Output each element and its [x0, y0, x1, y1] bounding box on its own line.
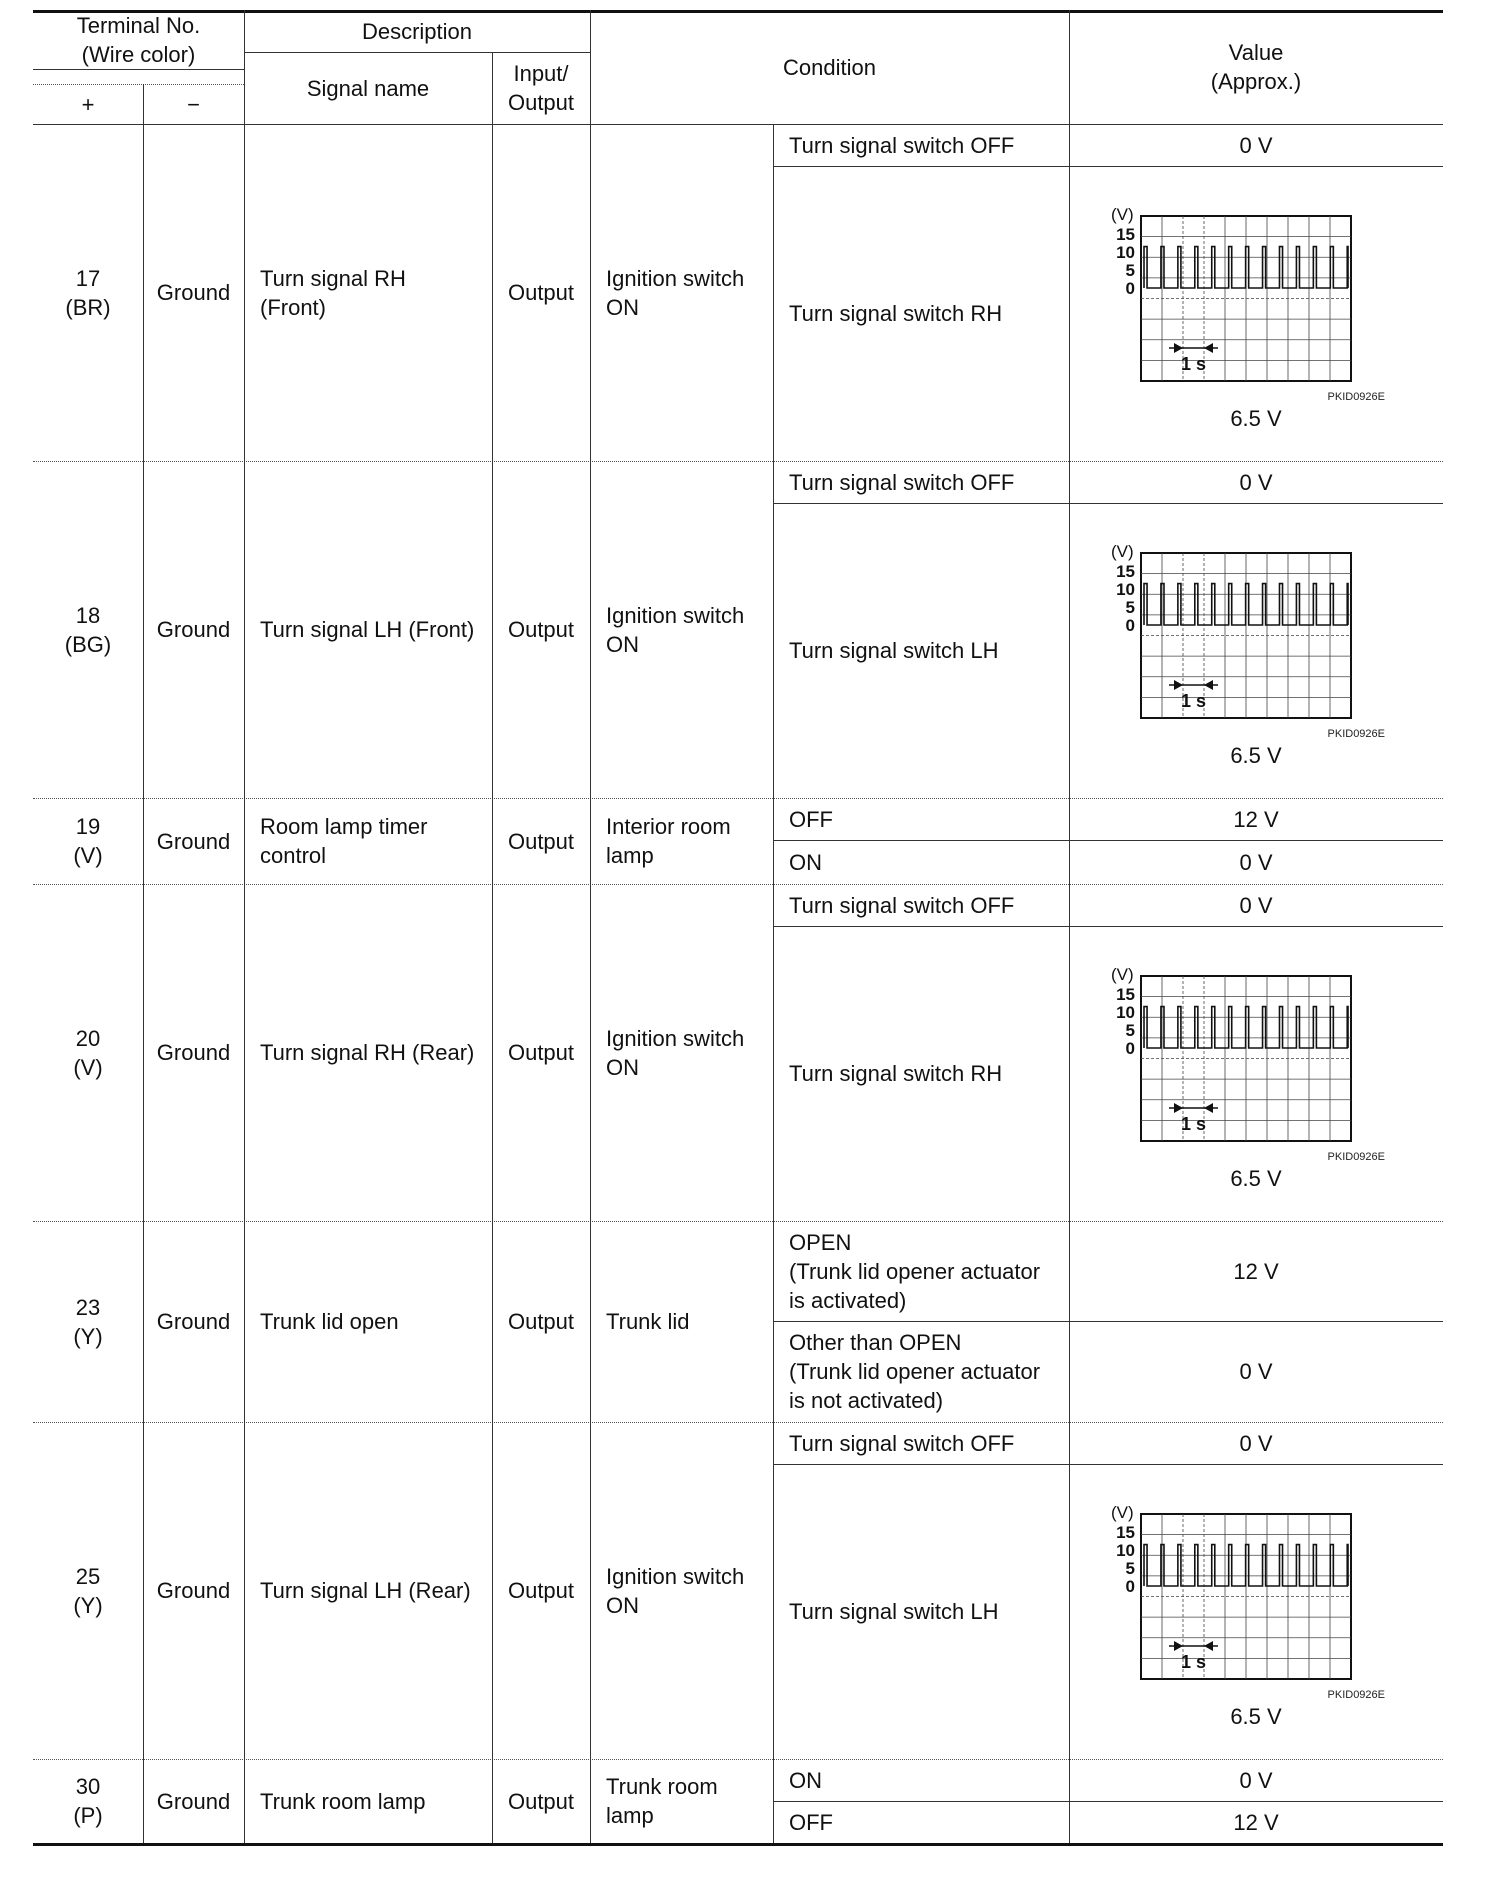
waveform-trace [1144, 1545, 1348, 1586]
header-terminal-text: Terminal No. (Wire color) [76, 12, 201, 67]
terminal-ground [143, 124, 244, 461]
condition-sub-text: Turn signal switch RH [789, 301, 1003, 326]
terminal-ground [143, 1221, 244, 1422]
terminal-no-text: 20 (V) [73, 1025, 103, 1080]
value-text: 12 V [1233, 806, 1279, 832]
condition-main-text: Ignition switch ON [606, 1025, 745, 1080]
time-marker-label: 1 s [1180, 691, 1207, 711]
condition-sub [773, 1801, 1069, 1843]
waveform-value-text: 6.5 V [1230, 1166, 1282, 1191]
terminal-ground-text: Ground [156, 828, 231, 854]
value [1069, 840, 1443, 884]
condition-sub [773, 1464, 1069, 1759]
condition-main-text: Ignition switch ON [606, 1563, 745, 1618]
header-io [492, 52, 590, 124]
condition-sub [773, 1422, 1069, 1464]
sub-row-divider [773, 1801, 1443, 1802]
sub-row-divider [773, 1321, 1443, 1322]
condition-sub-text: Turn signal switch OFF [789, 132, 1015, 158]
turn-signal-waveform [1091, 1504, 1391, 1700]
waveform-y-tick: 15 [1116, 225, 1135, 244]
condition-main-text: Ignition switch ON [606, 265, 745, 320]
condition-main [590, 884, 773, 1221]
condition-sub [773, 461, 1069, 503]
input-output-text: Output [507, 1788, 575, 1814]
terminal-no [33, 1759, 143, 1843]
waveform-y-tick: 0 [1125, 616, 1135, 635]
condition-main-text: Interior room lamp [606, 814, 731, 868]
condition-sub-text: Turn signal switch OFF [789, 1430, 1015, 1456]
waveform-value-cell [1069, 1464, 1443, 1759]
terminal-no-text: 19 (V) [73, 814, 103, 868]
waveform-value-cell [1069, 503, 1443, 798]
waveform-value-cell [1069, 166, 1443, 461]
waveform-y-tick: 10 [1116, 1003, 1135, 1022]
column-divider [244, 10, 245, 1843]
condition-sub-text: Turn signal switch LH [789, 638, 999, 663]
waveform-value-cell [1069, 926, 1443, 1221]
value-text: 0 V [1239, 892, 1273, 918]
condition-sub-text: Turn signal switch OFF [789, 892, 1015, 918]
input-output [492, 461, 590, 798]
waveform-unit-label: (V) [1111, 966, 1134, 984]
sub-row-divider [773, 503, 1443, 504]
header-minus [143, 84, 244, 124]
value-text: 12 V [1233, 1258, 1279, 1284]
condition-main [590, 1221, 773, 1422]
header-io-text: Input/ Output [507, 61, 575, 115]
waveform-y-tick: 5 [1125, 1559, 1135, 1578]
input-output-text: Output [507, 280, 575, 305]
waveform-y-tick: 10 [1116, 1541, 1135, 1560]
figure-code: PKID0926E [1327, 728, 1385, 739]
column-divider [492, 52, 493, 1843]
sub-row-divider [773, 166, 1443, 167]
waveform-trace [1144, 1007, 1348, 1048]
input-output-text: Output [507, 1578, 575, 1603]
value [1069, 124, 1443, 166]
condition-sub [773, 1221, 1069, 1321]
time-marker-arrow-right [1204, 343, 1213, 353]
time-marker-label: 1 s [1180, 1652, 1207, 1672]
input-output-text: Output [507, 1309, 575, 1334]
waveform-unit-label: (V) [1111, 1504, 1134, 1522]
time-marker-label: 1 s [1180, 354, 1207, 374]
signal-name [244, 124, 492, 461]
column-divider [143, 84, 144, 1843]
input-output-text: Output [507, 828, 575, 854]
condition-sub [773, 1321, 1069, 1422]
input-output-text: Output [507, 617, 575, 642]
turn-signal-waveform [1091, 966, 1391, 1162]
condition-sub [773, 1759, 1069, 1801]
sub-row-divider [773, 840, 1443, 841]
terminal-ground [143, 1759, 244, 1843]
waveform-y-tick: 15 [1116, 985, 1135, 1004]
time-marker-arrow-right [1204, 1103, 1213, 1113]
waveform-unit-label: (V) [1111, 543, 1134, 561]
header-terminal [33, 10, 244, 69]
header-rule [33, 84, 244, 85]
condition-sub [773, 503, 1069, 798]
condition-sub-text: ON [789, 1767, 822, 1793]
header-rule [33, 69, 244, 70]
value [1069, 1759, 1443, 1801]
waveform-trace [1144, 584, 1348, 625]
terminal-no-text: 23 (Y) [73, 1294, 103, 1349]
condition-sub [773, 798, 1069, 840]
value-text: 0 V [1239, 849, 1273, 875]
condition-sub-text: Other than OPEN (Trunk lid opener actuator is not activated) [789, 1330, 1041, 1413]
input-output [492, 1759, 590, 1843]
terminal-ground-text: Ground [156, 1309, 231, 1334]
table-bottom-rule [33, 1843, 1443, 1846]
header-value [1069, 10, 1443, 124]
header-value-text: Value (Approx.) [1210, 40, 1302, 94]
terminal-no [33, 798, 143, 884]
condition-sub-text: OPEN (Trunk lid opener actuator is activated) [789, 1229, 1041, 1313]
terminal-no-text: 18 (BG) [64, 602, 112, 657]
header-condition-text: Condition [783, 54, 876, 80]
waveform-y-tick: 5 [1125, 1021, 1135, 1040]
terminal-no-text: 17 (BR) [65, 265, 111, 320]
terminal-ground-text: Ground [156, 617, 231, 642]
sub-row-divider [773, 1464, 1443, 1465]
input-output [492, 124, 590, 461]
time-marker-arrow-left [1174, 1641, 1183, 1651]
terminal-ground-text: Ground [156, 1788, 231, 1814]
terminal-no-text: 25 (Y) [73, 1563, 103, 1618]
signal-name [244, 1221, 492, 1422]
header-signal-name-text: Signal name [306, 75, 430, 101]
terminal-ground [143, 798, 244, 884]
time-marker-arrow-right [1204, 680, 1213, 690]
turn-signal-waveform [1091, 206, 1391, 402]
signal-name-text: Turn signal LH (Front) [260, 617, 475, 642]
signal-name [244, 884, 492, 1221]
condition-main [590, 124, 773, 461]
waveform-trace [1144, 247, 1348, 288]
condition-sub-text: OFF [789, 806, 833, 832]
value-text: 0 V [1239, 469, 1273, 495]
condition-sub [773, 884, 1069, 926]
terminal-no [33, 461, 143, 798]
value [1069, 1801, 1443, 1843]
value-text: 0 V [1239, 132, 1273, 158]
column-divider [1069, 10, 1070, 1843]
column-divider [773, 124, 774, 1843]
waveform-y-tick: 15 [1116, 1523, 1135, 1542]
terminal-ground-text: Ground [156, 1578, 231, 1603]
waveform-y-tick: 15 [1116, 562, 1135, 581]
signal-name-text: Trunk lid open [260, 1309, 399, 1334]
signal-name-text: Turn signal RH (Front) [260, 265, 406, 320]
header-signal-name [244, 52, 492, 124]
waveform-value-text: 6.5 V [1230, 1704, 1282, 1729]
signal-name [244, 798, 492, 884]
time-marker-arrow-left [1174, 1103, 1183, 1113]
header-description-text: Description [361, 18, 473, 44]
value-text: 0 V [1239, 1359, 1273, 1384]
signal-name [244, 461, 492, 798]
terminal-no [33, 1422, 143, 1759]
condition-main-text: Ignition switch ON [606, 602, 745, 657]
value-text: 12 V [1233, 1809, 1279, 1835]
time-marker-arrow-left [1174, 343, 1183, 353]
terminal-ground [143, 461, 244, 798]
time-marker-label: 1 s [1180, 1114, 1207, 1134]
condition-main-text: Trunk room lamp [606, 1774, 718, 1828]
header-plus [33, 84, 143, 124]
value-text: 0 V [1239, 1767, 1273, 1793]
header-description [244, 10, 590, 52]
signal-name [244, 1759, 492, 1843]
condition-sub-text: Turn signal switch OFF [789, 469, 1015, 495]
condition-sub-text: ON [789, 849, 822, 875]
terminal-ground-text: Ground [156, 280, 231, 305]
column-divider [590, 10, 591, 1843]
condition-sub [773, 124, 1069, 166]
header-plus-text: + [81, 91, 95, 117]
condition-main [590, 1422, 773, 1759]
header-condition [590, 10, 1069, 124]
waveform-y-tick: 5 [1125, 261, 1135, 280]
waveform-unit-label: (V) [1111, 206, 1134, 224]
condition-main [590, 1759, 773, 1843]
value [1069, 1321, 1443, 1422]
waveform-y-tick: 0 [1125, 279, 1135, 298]
waveform-y-tick: 10 [1116, 580, 1135, 599]
terminal-ground [143, 884, 244, 1221]
value [1069, 798, 1443, 840]
input-output [492, 1422, 590, 1759]
terminal-no-text: 30 (P) [73, 1774, 103, 1828]
value [1069, 884, 1443, 926]
figure-code: PKID0926E [1327, 391, 1385, 402]
input-output [492, 798, 590, 884]
header-rule [244, 52, 590, 53]
condition-sub [773, 926, 1069, 1221]
figure-code: PKID0926E [1327, 1689, 1385, 1700]
signal-name-text: Turn signal RH (Rear) [260, 1040, 475, 1065]
header-minus-text: − [187, 91, 200, 117]
waveform-value-text: 6.5 V [1230, 406, 1282, 431]
terminal-no [33, 884, 143, 1221]
value [1069, 1422, 1443, 1464]
condition-sub-text: Turn signal switch RH [789, 1061, 1003, 1086]
condition-main [590, 461, 773, 798]
sub-row-divider [773, 926, 1443, 927]
terminal-ground-text: Ground [156, 1040, 231, 1065]
terminal-no [33, 124, 143, 461]
signal-name-text: Turn signal LH (Rear) [260, 1578, 471, 1603]
time-marker-arrow-right [1204, 1641, 1213, 1651]
input-output-text: Output [507, 1040, 575, 1065]
terminal-no [33, 1221, 143, 1422]
input-output [492, 884, 590, 1221]
waveform-value-text: 6.5 V [1230, 743, 1282, 768]
condition-main [590, 798, 773, 884]
condition-sub [773, 166, 1069, 461]
waveform-y-tick: 0 [1125, 1577, 1135, 1596]
time-marker-arrow-left [1174, 680, 1183, 690]
waveform-y-tick: 0 [1125, 1039, 1135, 1058]
value [1069, 461, 1443, 503]
figure-code: PKID0926E [1327, 1151, 1385, 1162]
condition-main-text: Trunk lid [606, 1309, 690, 1334]
turn-signal-waveform [1091, 543, 1391, 739]
condition-sub-text: Turn signal switch LH [789, 1599, 999, 1624]
terminal-table [33, 10, 1443, 1855]
signal-name-text: Trunk room lamp [260, 1788, 426, 1814]
signal-name-text: Room lamp timer control [260, 814, 428, 868]
input-output [492, 1221, 590, 1422]
condition-sub [773, 840, 1069, 884]
value-text: 0 V [1239, 1430, 1273, 1456]
condition-sub-text: OFF [789, 1809, 833, 1835]
terminal-ground [143, 1422, 244, 1759]
waveform-y-tick: 5 [1125, 598, 1135, 617]
signal-name [244, 1422, 492, 1759]
value [1069, 1221, 1443, 1321]
waveform-y-tick: 10 [1116, 243, 1135, 262]
